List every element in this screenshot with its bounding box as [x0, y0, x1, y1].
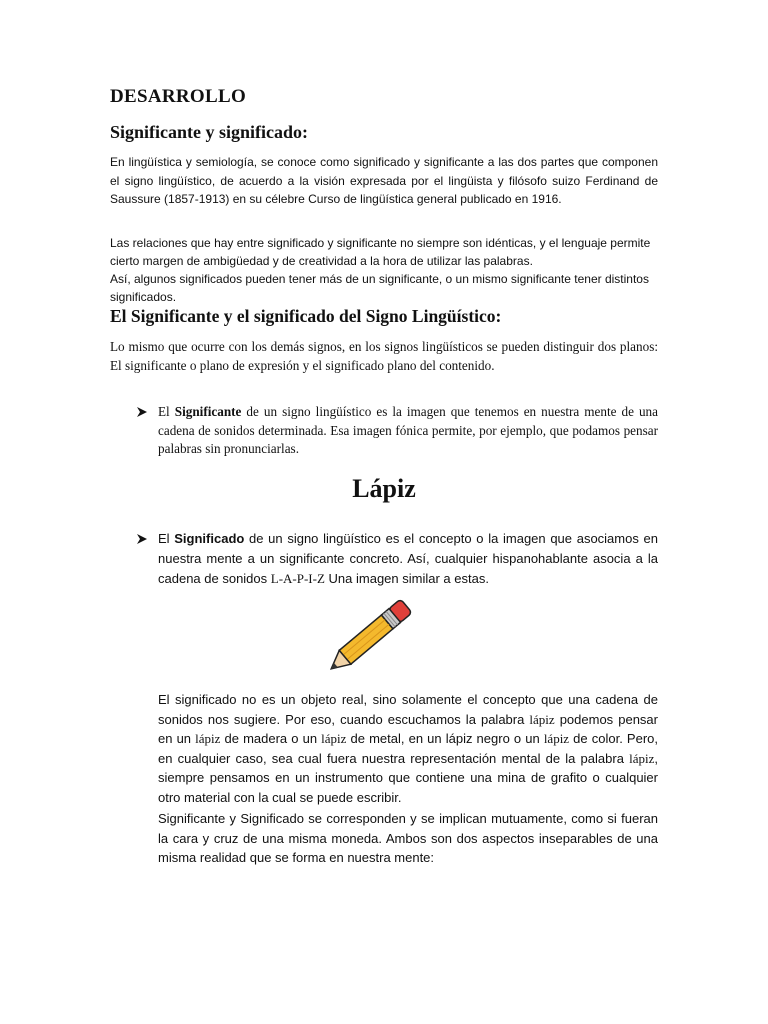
- pencil-illustration: [312, 590, 424, 686]
- heading-signo-linguistico: El Significante y el significado del Signo Lingüístico:: [110, 306, 502, 326]
- arrow-bullet-icon: [136, 403, 158, 459]
- bullet-significado-text: El Significado de un signo lingüístico es el concepto o la imagen que asociamos en nuestra mente a un significante concreto. Así, cualquier hispanohablante asocia a la cadena de sonidos L-A-P-I-Z Una imagen similar a estas.: [158, 531, 659, 586]
- paragraph-relaciones-line1: Las relaciones que hay entre significado y significante no siempre son idénticas, y el lenguaje permite cierto margen de ambigüedad y de creatividad a la hora de utilizar las palabras.: [110, 236, 651, 268]
- paragraph-relaciones: [110, 234, 658, 306]
- paragraph-planos: Lo mismo que ocurre con los demás signos, en los signos lingüísticos se pueden distinguir dos planos: El significante o plano de expresión y el significado plano del contenido.: [110, 339, 658, 373]
- paragraph-intro: En lingüística y semiología, se conoce como significado y significante a las dos partes que componen el signo lingüístico, de acuerdo a la visión expresada por el lingüista y filósofo suizo Ferdinand de Saussure (1857-1913) en su célebre Curso de lingüística general publicado en 1916.: [110, 155, 658, 206]
- bullet-significado: [136, 529, 658, 589]
- paragraph-significado-concepto: El significado no es un objeto real, sino solamente el concepto que una cadena de sonidos nos sugiere. Por eso, cuando escuchamos la palabra lápiz podemos pensar en un lápiz de madera o un lápiz de metal, en un lápiz negro o un lápiz de color. Pero, en cualquier caso, sea cual fuera nuestra representación mental de la palabra lápiz, siempre pensamos en un instrumento que contiene una mina de grafito o cualquier otro material con la cual se puede escribir.: [158, 692, 658, 805]
- heading-significante-significado: Significante y significado:: [110, 122, 309, 142]
- bullet-significante: [136, 403, 658, 459]
- paragraph-relaciones-line2: Así, algunos significados pueden tener más de un significante, o un mismo significante tener distintos significados.: [110, 272, 649, 304]
- bullet-significante-text: El Significante de un signo lingüístico es la imagen que tenemos en nuestra mente de una cadena de sonidos determinada. Esa imagen fónica permite, por ejemplo, que podamos pensar palabras sin pronunciarlas.: [158, 404, 658, 456]
- term-significante: Significante: [174, 404, 242, 419]
- paragraph-moneda: Significante y Significado se corresponden y se implican mutuamente, como si fueran la cara y cruz de una misma moneda. Ambos son dos aspectos inseparables de una misma realidad que se forma en nuestra mente:: [158, 811, 658, 865]
- lapiz-title: Lápiz: [352, 474, 416, 503]
- term-significado: Significado: [174, 531, 245, 546]
- arrow-bullet-icon: [136, 529, 158, 589]
- heading-desarrollo: DESARROLLO: [110, 86, 247, 107]
- lapiz-sounds: L-A-P-I-Z: [270, 571, 325, 586]
